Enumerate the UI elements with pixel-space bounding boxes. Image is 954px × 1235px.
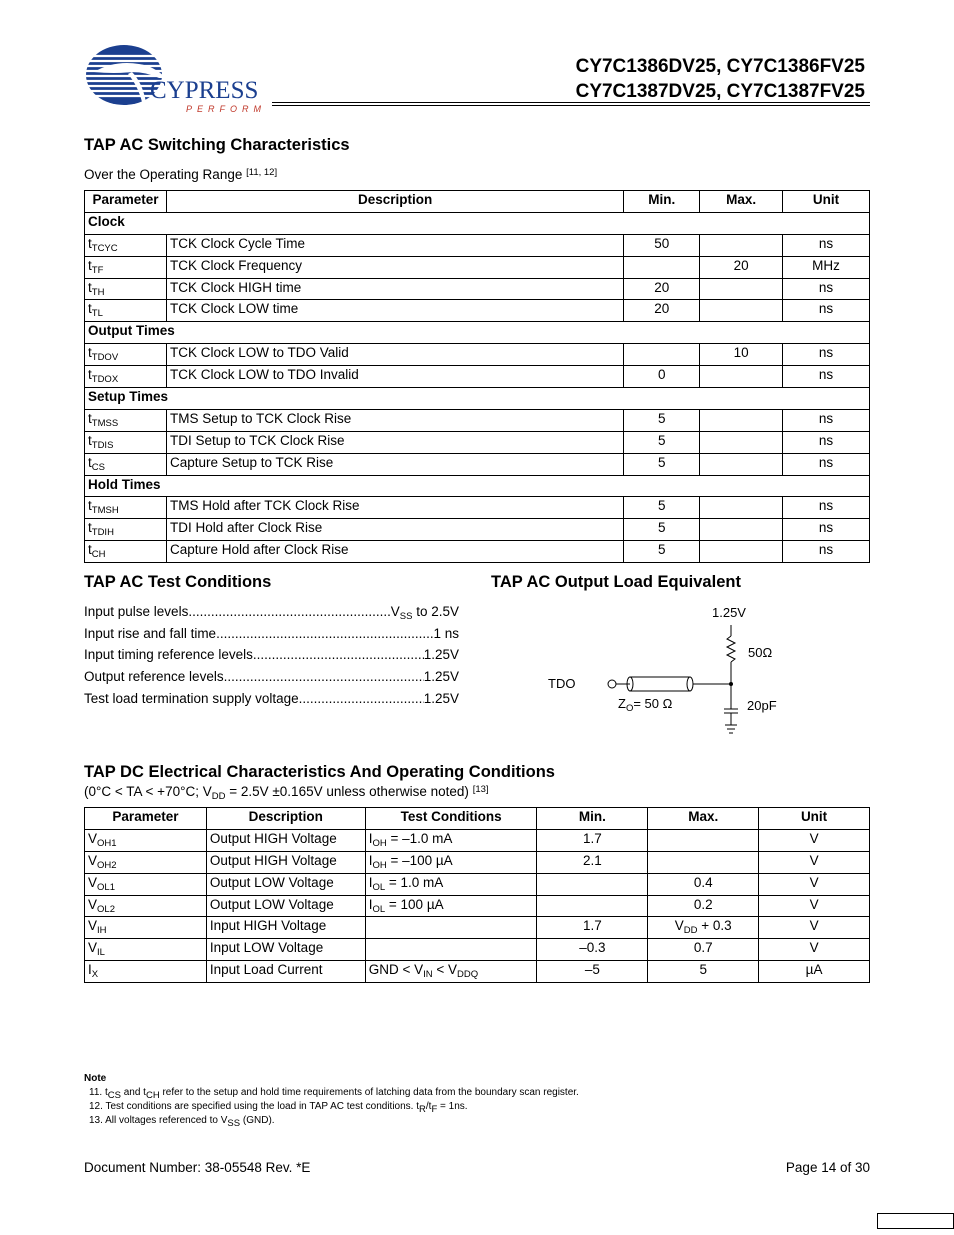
max-cell [648, 939, 759, 961]
test-condition-cell [365, 917, 537, 939]
param-subscript: IL [97, 947, 105, 959]
max-cell [700, 278, 783, 300]
param-symbol: t [88, 257, 92, 273]
description-cell: Output HIGH Voltage [206, 829, 365, 851]
table-row [85, 366, 870, 388]
description-cell: Input LOW Voltage [206, 939, 365, 961]
max-cell: 20 [700, 256, 783, 278]
table-row [85, 409, 870, 431]
parameter-cell [85, 917, 207, 939]
min-cell: 2.1 [537, 851, 648, 873]
max-cell [700, 431, 783, 453]
value-post: 1.25V [423, 690, 459, 706]
notes-title: Note [84, 1073, 107, 1084]
table-row [85, 519, 870, 541]
min-cell: 0 [624, 366, 700, 388]
unit-cell: ns [783, 431, 870, 453]
unit-cell: ns [783, 409, 870, 431]
param-symbol: t [88, 498, 92, 514]
unit-cell: ns [783, 366, 870, 388]
doc-title-line1: CY7C1386DV25, CY7C1386FV25 [575, 56, 865, 77]
subscript: R [419, 1104, 426, 1115]
col-header: Unit [783, 191, 870, 213]
table-row [85, 300, 870, 322]
max-cell [648, 895, 759, 917]
max-cell: 10 [700, 344, 783, 366]
col-header: Description [166, 191, 623, 213]
condition-label: Test load termination supply voltage [84, 690, 299, 706]
condition-row [84, 604, 459, 622]
leader-dots [188, 604, 390, 619]
max-cell [648, 851, 759, 873]
min-cell: 5 [624, 453, 700, 475]
capacitor-label: 20pF [747, 698, 777, 713]
value-pre: V [390, 604, 400, 619]
max-cell [700, 300, 783, 322]
group-row [85, 388, 870, 410]
leader-dots [224, 669, 424, 684]
col-header: Min. [537, 808, 648, 830]
max-cell [700, 519, 783, 541]
leader-dots [299, 691, 424, 706]
condition-row [84, 691, 459, 706]
parameter-cell [85, 234, 167, 256]
min-cell [537, 895, 648, 917]
param-symbol: V [88, 940, 98, 956]
test-condition-cell [365, 851, 537, 873]
param-subscript: IH [97, 925, 107, 937]
leader-dots [216, 626, 433, 641]
table-row [85, 961, 870, 983]
parameter-cell [85, 961, 207, 983]
text-part: < V [432, 962, 457, 978]
col-header: Parameter [85, 191, 167, 213]
condition-row [84, 626, 459, 641]
unit-cell: ns [783, 519, 870, 541]
param-subscript: TMSH [91, 505, 119, 517]
param-symbol: t [88, 454, 92, 470]
min-cell: 50 [624, 234, 700, 256]
condition-value [424, 669, 459, 684]
tdo-pin-label: TDO [548, 676, 576, 691]
param-subscript: OL2 [97, 903, 115, 915]
logo-tagline: PERFORM [186, 104, 266, 114]
param-subscript: OH1 [97, 837, 117, 849]
param-subscript: TCYC [91, 242, 118, 254]
unit-cell: ns [783, 497, 870, 519]
parameter-cell [85, 939, 207, 961]
text-part: I [368, 896, 373, 912]
param-symbol: I [88, 962, 92, 978]
doc-title-line2: CY7C1387DV25, CY7C1387FV25 [575, 81, 865, 102]
param-subscript: X [91, 969, 99, 981]
table-row [85, 234, 870, 256]
condition-label: Input rise and fall time [84, 625, 217, 641]
parameter-cell [85, 344, 167, 366]
unit-cell: ns [783, 300, 870, 322]
value-post: 1.25V [423, 647, 459, 663]
switching-subtitle-ref: [11, 12] [246, 167, 278, 178]
subscript: OL [372, 903, 386, 915]
table-row [85, 541, 870, 563]
col-header: Parameter [85, 808, 207, 830]
dc-table [84, 807, 870, 983]
subscript: SS [227, 1118, 241, 1129]
text-part: 0.4 [693, 874, 713, 890]
param-subscript: TMSS [91, 417, 119, 429]
test-condition-cell [365, 961, 537, 983]
text-part: 11. t [89, 1087, 108, 1098]
z-value: = 50 Ω [633, 696, 673, 711]
switching-subtitle [84, 167, 277, 182]
param-subscript: OL1 [97, 881, 115, 893]
subscript: DD [683, 925, 698, 937]
group-row [85, 475, 870, 497]
text-part: 0.2 [693, 896, 713, 912]
param-subscript: CH [91, 549, 106, 561]
parameter-cell [85, 366, 167, 388]
dc-conditions [84, 784, 489, 802]
parameter-cell [85, 409, 167, 431]
header-rule [272, 102, 870, 103]
min-cell: 5 [624, 541, 700, 563]
description-cell: TDI Setup to TCK Clock Rise [166, 431, 623, 453]
text-part: 13. All voltages referenced to V [89, 1115, 228, 1126]
leader-dots [253, 647, 424, 662]
value-post: 1 ns [433, 625, 459, 641]
param-subscript: TDIS [91, 439, 114, 451]
test-condition-cell [365, 939, 537, 961]
col-header: Description [206, 808, 365, 830]
text-part: I [368, 830, 373, 846]
parameter-cell [85, 895, 207, 917]
description-cell: Output LOW Voltage [206, 873, 365, 895]
subscript: OH [372, 859, 387, 871]
param-symbol: t [88, 345, 92, 361]
description-cell: TCK Clock LOW to TDO Valid [166, 344, 623, 366]
doc-title [576, 54, 865, 104]
max-cell [648, 829, 759, 851]
min-cell [624, 344, 700, 366]
table-header-row [85, 191, 870, 213]
description-cell: TDI Hold after Clock Rise [166, 519, 623, 541]
min-cell: 5 [624, 497, 700, 519]
subscript: CH [145, 1090, 160, 1101]
subscript: OH [372, 837, 387, 849]
param-subscript: TDIH [91, 527, 114, 539]
param-subscript: TDOX [91, 374, 119, 386]
unit-cell: ns [783, 344, 870, 366]
text-part: (GND). [240, 1115, 275, 1126]
min-cell: –0.3 [537, 939, 648, 961]
unit-cell: ns [783, 234, 870, 256]
text-part: = –1.0 mA [386, 830, 453, 846]
table-row [85, 873, 870, 895]
param-symbol: t [88, 432, 92, 448]
param-symbol: V [88, 874, 98, 890]
table-row [85, 829, 870, 851]
param-subscript: OH2 [97, 859, 117, 871]
condition-label: Output reference levels [84, 669, 224, 685]
table-row [85, 344, 870, 366]
parameter-cell [85, 497, 167, 519]
min-cell: 1.7 [537, 917, 648, 939]
note-item [89, 1086, 874, 1100]
dc-cond-b: = 2.5V ±0.165V unless otherwise noted) [225, 784, 469, 799]
dc-cond-ref: [13] [472, 784, 489, 795]
doc-number: Document Number: 38-05548 Rev. *E [84, 1160, 311, 1175]
resistor-label: 50Ω [748, 645, 773, 660]
min-cell [624, 256, 700, 278]
description-cell: TCK Clock Frequency [166, 256, 623, 278]
param-symbol: t [88, 410, 92, 426]
table-row [85, 939, 870, 961]
description-cell: Output LOW Voltage [206, 895, 365, 917]
col-header: Unit [759, 808, 870, 830]
param-subscript: TF [91, 264, 104, 276]
unit-cell: V [759, 873, 870, 895]
condition-row [84, 669, 459, 684]
condition-value [424, 647, 459, 662]
parameter-cell [85, 541, 167, 563]
feedback-box [877, 1213, 954, 1229]
max-cell [700, 453, 783, 475]
param-subscript: TDOV [91, 352, 119, 364]
load-diagram [540, 600, 800, 740]
value-sub: SS [399, 611, 413, 622]
description-cell: TCK Clock Cycle Time [166, 234, 623, 256]
col-header: Min. [624, 191, 700, 213]
description-cell: TMS Setup to TCK Clock Rise [166, 409, 623, 431]
min-cell: –5 [537, 961, 648, 983]
parameter-cell [85, 519, 167, 541]
z-label: Z [618, 696, 626, 711]
text-part: and t [120, 1087, 146, 1098]
parameter-cell [85, 300, 167, 322]
parameter-cell [85, 278, 167, 300]
table-row [85, 851, 870, 873]
condition-value [390, 604, 459, 622]
description-cell: TMS Hold after TCK Clock Rise [166, 497, 623, 519]
logo-text: CYPRESS [150, 77, 259, 104]
text-part: refer to the setup and hold time requirements of latching data from the boundary scan register. [159, 1087, 579, 1098]
condition-label: Input pulse levels [84, 604, 189, 619]
load-heading: TAP AC Output Load Equivalent [491, 573, 741, 591]
unit-cell: MHz [783, 256, 870, 278]
text-part: = 1.0 mA [385, 874, 444, 890]
note-item [89, 1114, 874, 1128]
table-row [85, 917, 870, 939]
param-subscript: TL [91, 308, 103, 320]
table-row [85, 278, 870, 300]
subscript: OL [372, 881, 386, 893]
unit-cell: µA [759, 961, 870, 983]
max-cell [648, 961, 759, 983]
min-cell: 1.7 [537, 829, 648, 851]
header-rule-2 [272, 105, 870, 106]
text-part: = 100 µA [385, 896, 444, 912]
impedance-label [618, 696, 673, 714]
z-sub: O [625, 703, 634, 714]
subscript: DDQ [456, 969, 479, 981]
param-subscript: TH [91, 286, 105, 298]
min-cell: 20 [624, 278, 700, 300]
condition-row [84, 647, 459, 662]
value-post: 1.25V [423, 669, 459, 685]
max-cell [648, 873, 759, 895]
unit-cell: ns [783, 453, 870, 475]
description-cell: Capture Hold after Clock Rise [166, 541, 623, 563]
param-symbol: t [88, 301, 92, 317]
min-cell: 5 [624, 519, 700, 541]
param-symbol: t [88, 235, 92, 251]
parameter-cell [85, 256, 167, 278]
param-symbol: V [88, 918, 98, 934]
group-row [85, 322, 870, 344]
param-symbol: V [88, 852, 98, 868]
group-label: Clock [85, 212, 870, 234]
dc-heading: TAP DC Electrical Characteristics And Operating Conditions [84, 763, 555, 781]
text-part: 12. Test conditions are specified using the load in TAP AC test conditions. t [89, 1101, 420, 1112]
param-subscript: CS [91, 461, 105, 473]
group-label: Setup Times [85, 388, 870, 410]
description-cell: Output HIGH Voltage [206, 851, 365, 873]
text-part: GND < V [368, 962, 424, 978]
text-part: + 0.3 [697, 918, 732, 934]
unit-cell: ns [783, 278, 870, 300]
parameter-cell [85, 453, 167, 475]
supply-label: 1.25V [712, 605, 746, 620]
text-part: 0.7 [693, 940, 713, 956]
table-header-row [85, 808, 870, 830]
switching-subtitle-text: Over the Operating Range [84, 167, 243, 182]
subscript: CS [107, 1090, 121, 1101]
param-symbol: t [88, 520, 92, 536]
param-symbol: t [88, 279, 92, 295]
param-symbol: V [88, 896, 98, 912]
condition-value [433, 626, 459, 641]
col-header: Max. [648, 808, 759, 830]
subscript: F [431, 1104, 438, 1115]
unit-cell: ns [783, 541, 870, 563]
text-part: I [368, 874, 373, 890]
text-part: 5 [699, 962, 707, 978]
description-cell: Input HIGH Voltage [206, 917, 365, 939]
unit-cell: V [759, 829, 870, 851]
unit-cell: V [759, 917, 870, 939]
switching-table [84, 190, 870, 563]
subscript: IN [423, 969, 433, 981]
max-cell [700, 409, 783, 431]
description-cell: TCK Clock LOW to TDO Invalid [166, 366, 623, 388]
col-header: Test Conditions [365, 808, 537, 830]
table-row [85, 256, 870, 278]
parameter-cell [85, 829, 207, 851]
group-row [85, 212, 870, 234]
notes [84, 1072, 874, 1128]
switching-heading: TAP AC Switching Characteristics [84, 136, 350, 154]
description-cell: Capture Setup to TCK Rise [166, 453, 623, 475]
unit-cell: V [759, 895, 870, 917]
text-part: /t [425, 1101, 432, 1112]
condition-value [424, 691, 459, 706]
test-condition-cell [365, 895, 537, 917]
max-cell [700, 497, 783, 519]
description-cell: Input Load Current [206, 961, 365, 983]
param-symbol: V [88, 830, 98, 846]
condition-label: Input timing reference levels [84, 647, 253, 663]
min-cell: 20 [624, 300, 700, 322]
param-symbol: t [88, 542, 92, 558]
table-row [85, 895, 870, 917]
text-part: I [368, 852, 373, 868]
min-cell [537, 873, 648, 895]
unit-cell: V [759, 851, 870, 873]
test-condition-cell [365, 873, 537, 895]
table-row [85, 431, 870, 453]
table-row [85, 453, 870, 475]
max-cell [648, 917, 759, 939]
description-cell: TCK Clock LOW time [166, 300, 623, 322]
param-symbol: t [88, 367, 92, 383]
parameter-cell [85, 431, 167, 453]
description-cell: TCK Clock HIGH time [166, 278, 623, 300]
test-conditions-heading: TAP AC Test Conditions [84, 573, 272, 591]
parameter-cell [85, 851, 207, 873]
value-post: to 2.5V [412, 604, 459, 619]
text-part: V [674, 918, 684, 934]
max-cell [700, 234, 783, 256]
dc-cond-a: (0°C < TA < +70°C; V [84, 784, 212, 799]
dc-cond-sub: DD [211, 791, 226, 802]
page-number: Page 14 of 30 [785, 1160, 870, 1175]
col-header: Max. [700, 191, 783, 213]
group-label: Output Times [85, 322, 870, 344]
min-cell: 5 [624, 409, 700, 431]
max-cell [700, 366, 783, 388]
max-cell [700, 541, 783, 563]
table-row [85, 497, 870, 519]
note-item [89, 1100, 874, 1114]
parameter-cell [85, 873, 207, 895]
unit-cell: V [759, 939, 870, 961]
min-cell: 5 [624, 431, 700, 453]
text-part: = –100 µA [386, 852, 453, 868]
test-condition-cell [365, 829, 537, 851]
text-part: = 1ns. [437, 1101, 468, 1112]
group-label: Hold Times [85, 475, 870, 497]
